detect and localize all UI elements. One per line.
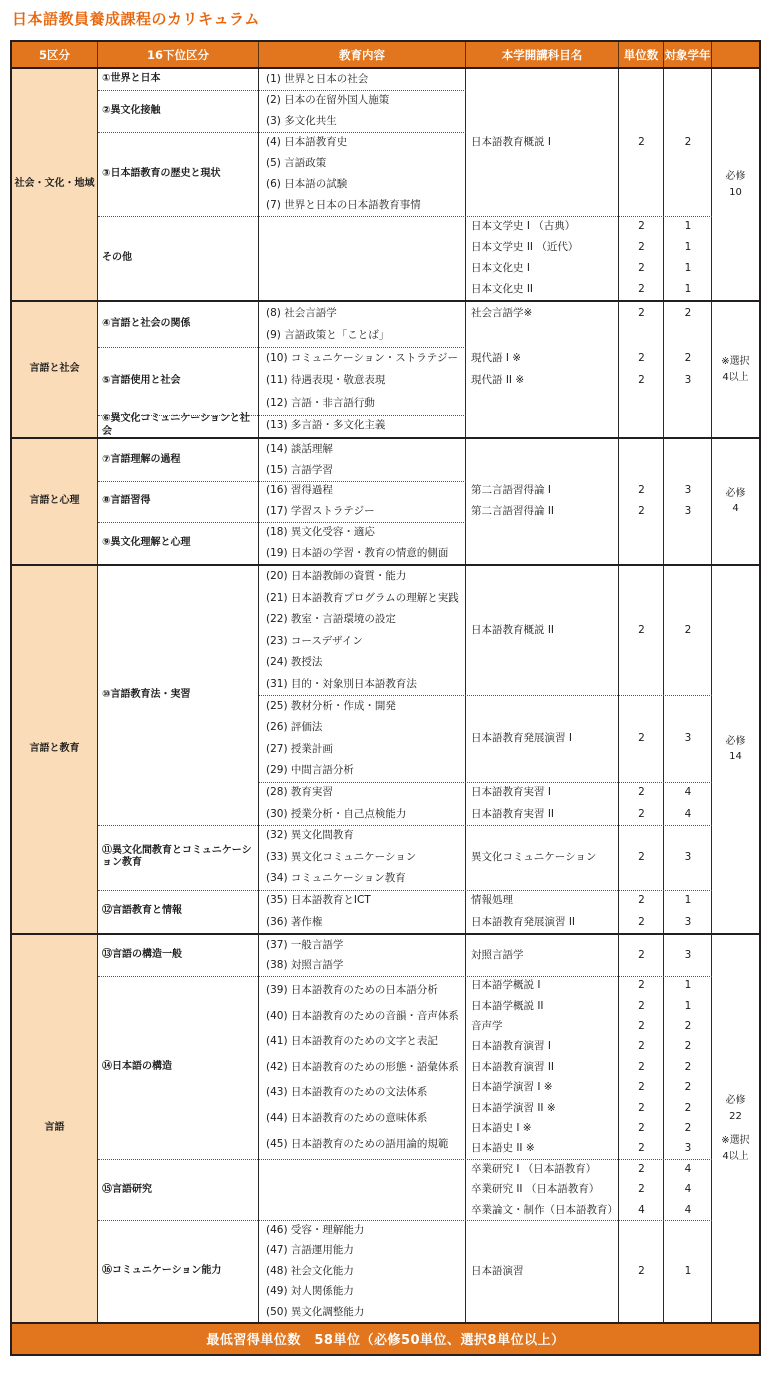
divider-line [98, 481, 466, 482]
course-name-cell: 音声学 [471, 1020, 503, 1033]
grade-cell: 3 [684, 1142, 692, 1155]
section-1 [12, 69, 759, 300]
credits-cell: 2 [638, 261, 645, 274]
requirement-line: 4以上 [722, 1150, 749, 1162]
content-item: (33) 異文化コミュニケーション [266, 850, 417, 863]
content-item: (50) 異文化調整能力 [266, 1305, 365, 1318]
column-header-grade: 対象学年 [664, 42, 712, 67]
requirement-line: 22 [729, 1110, 742, 1122]
grade-cell: 1 [684, 282, 692, 295]
requirement-line: 必修 [725, 487, 746, 499]
grade-cell: 2 [684, 1122, 692, 1135]
credits-cell: 2 [638, 1040, 645, 1053]
grade-cell: 2 [684, 135, 692, 148]
credits-cell: 2 [638, 1142, 645, 1155]
curriculum-table [10, 40, 761, 1356]
subcategory-cell: ⑬言語の構造一般 [102, 949, 182, 961]
table-body [12, 69, 759, 1322]
course-name-cell: 異文化コミュニケーション [471, 850, 597, 863]
course-name-cell: 日本語史 I ※ [471, 1122, 532, 1135]
table-header-row [12, 42, 759, 69]
requirement-line: 必修 [725, 171, 746, 182]
content-item: (10) コミュニケーション・ストラテジー [266, 351, 459, 364]
course-name-cell: 日本語教育演習 I [471, 1040, 551, 1053]
column-header-requirement [712, 42, 759, 67]
subcategory-cell: ⑮言語研究 [102, 1183, 152, 1195]
course-name-cell: 日本文化史 II [471, 282, 534, 295]
content-item: (14) 談話理解 [266, 442, 333, 455]
content-line: (39) 日本語教育のための日本語分析 [266, 983, 438, 996]
column-header-content: 教育内容 [259, 42, 466, 67]
content-item: (32) 異文化間教育 [266, 829, 354, 842]
content-item: (48) 社会文化能力 [266, 1264, 354, 1277]
grade-cell: 1 [684, 979, 692, 992]
requirement-cell [712, 439, 759, 564]
course-name-cell: 日本語教育実習 II [471, 807, 555, 820]
credits-cell: 2 [638, 624, 645, 636]
category-cell: 言語 [12, 935, 98, 1322]
column-header-course: 本学開講科目名 [466, 42, 619, 67]
content-item: (19) 日本語の学習・教育の情意的側面 [266, 546, 449, 559]
credits-cell: 4 [638, 1203, 645, 1216]
course-name-cell: 第二言語習得論 II [471, 505, 555, 518]
divider-line [98, 1159, 712, 1160]
subcategory-cell: ①世界と日本 [102, 73, 161, 85]
column-header-credits: 単位数 [619, 42, 664, 67]
credits-cell: 2 [638, 1122, 645, 1135]
grade-cell: 3 [684, 915, 692, 928]
content-item: (18) 異文化受容・適応 [266, 526, 375, 539]
grade-cell: 2 [684, 1101, 692, 1114]
grade-cell: 2 [684, 351, 692, 364]
category-cell: 言語と教育 [12, 566, 98, 933]
credits-cell: 2 [638, 1020, 645, 1033]
category-cell: 言語と心理 [12, 439, 98, 564]
content-line: (41) 日本語教育のための文字と表記 [266, 1035, 438, 1048]
credits-cell: 2 [638, 979, 645, 992]
section-4 [12, 564, 759, 933]
credits-cell: 2 [638, 807, 645, 820]
course-name-cell: 日本語教育概説 II [471, 624, 555, 636]
course-name-cell: 日本語教育実習 I [471, 785, 551, 798]
section-3 [12, 437, 759, 564]
course-name-cell: 日本語学概説 II [471, 999, 544, 1012]
grade-cell: 3 [684, 948, 692, 961]
divider-line [98, 347, 466, 348]
course-name-cell: 日本語学演習 I ※ [471, 1081, 553, 1094]
requirement-line: 10 [729, 186, 742, 198]
subcategory-cell: ⑯コミュニケーション能力 [102, 1265, 222, 1277]
credits-cell: 2 [638, 374, 645, 387]
grade-cell: 1 [684, 240, 692, 253]
subcategory-cell: ⑨異文化理解と心理 [102, 536, 191, 548]
content-line: (45) 日本語教育のための語用論的規範 [266, 1137, 449, 1150]
grade-cell: 2 [684, 624, 692, 636]
requirement-cell [712, 302, 759, 437]
content-item: (35) 日本語教育とICT [266, 893, 371, 906]
divider-line [98, 890, 712, 891]
content-item: (7) 世界と日本の日本語教育事情 [266, 198, 421, 211]
requirement-cell [712, 566, 759, 933]
content-item: (5) 言語政策 [266, 156, 327, 169]
course-name-cell: 第二言語習得論 I [471, 484, 551, 497]
content-item: (13) 多言語・多文化主義 [266, 419, 386, 432]
grade-cell: 4 [684, 785, 692, 798]
content-item: (11) 待遇表現・敬意表現 [266, 374, 386, 387]
credits-cell: 2 [638, 948, 645, 961]
content-item: (29) 中間言語分析 [266, 764, 354, 777]
divider-line [98, 976, 712, 977]
content-item: (9) 言語政策と「ことば」 [266, 329, 390, 342]
content-item [259, 976, 466, 1160]
page-title: 日本語教員養成課程のカリキュラム [12, 10, 260, 28]
subcategory-cell: ⑭日本語の構造 [102, 1061, 172, 1073]
subcategory-cell: ⑩言語教育法・実習 [102, 689, 191, 701]
credits-cell: 2 [638, 1183, 645, 1196]
subcategory-cell: ⑦言語理解の過程 [102, 453, 181, 465]
credits-cell: 2 [638, 915, 645, 928]
course-name-cell: 日本文学史 II （近代） [471, 240, 579, 253]
grade-cell: 4 [684, 1183, 692, 1196]
requirement-line: 必修 [725, 1095, 746, 1107]
content-item: (16) 習得過程 [266, 484, 333, 497]
content-item: (23) コースデザイン [266, 634, 363, 647]
content-item: (49) 対人関係能力 [266, 1285, 354, 1298]
grade-cell: 2 [684, 1060, 692, 1073]
content-item: (31) 目的・対象別日本語教育法 [266, 677, 417, 690]
credits-cell: 2 [638, 484, 645, 497]
grade-cell: 1 [684, 999, 692, 1012]
divider-line [259, 695, 712, 696]
credits-cell: 2 [638, 240, 645, 253]
content-item: (38) 対照言語学 [266, 958, 344, 971]
grade-cell: 2 [684, 1081, 692, 1094]
course-name-cell: 日本文学史 I （古典） [471, 219, 576, 232]
content-item: (8) 社会言語学 [266, 306, 337, 319]
requirement-cell [712, 935, 759, 1322]
divider-line [98, 1220, 712, 1221]
content-item: (2) 日本の在留外国人施策 [266, 93, 390, 106]
credits-cell: 2 [638, 893, 645, 906]
content-item: (22) 教室・言語環境の設定 [266, 613, 396, 626]
credits-cell: 2 [638, 1060, 645, 1073]
course-name-cell: 日本語教育発展演習 I [471, 731, 572, 744]
credits-cell: 2 [638, 850, 645, 863]
content-line: (43) 日本語教育のための文法体系 [266, 1086, 428, 1099]
credits-cell: 2 [638, 731, 645, 744]
course-name-cell: 日本語演習 [471, 1264, 524, 1277]
course-name-cell: 卒業研究 I （日本語教育） [471, 1162, 597, 1175]
grade-cell: 2 [684, 1040, 692, 1053]
course-name-cell: 日本語教育発展演習 II [471, 915, 576, 928]
subcategory-cell: ②異文化接触 [102, 104, 161, 116]
content-item: (47) 言語運用能力 [266, 1244, 354, 1257]
content-item: (3) 多文化共生 [266, 114, 337, 127]
grade-cell: 3 [684, 505, 692, 518]
content-item: (17) 学習ストラテジー [266, 505, 375, 518]
requirement-line: 4 [732, 503, 739, 515]
credits-cell: 2 [638, 135, 645, 148]
content-item: (27) 授業計画 [266, 742, 333, 755]
category-cell: 社会・文化・地域 [12, 69, 98, 300]
content-item: (34) コミュニケーション教育 [266, 872, 406, 885]
credits-cell: 2 [638, 282, 645, 295]
subcategory-cell: ⑫言語教育と情報 [102, 905, 182, 917]
content-item: (1) 世界と日本の社会 [266, 72, 369, 85]
course-name-cell: 日本語学概説 I [471, 979, 541, 992]
course-name-cell: 現代語 II ※ [471, 374, 525, 387]
requirement-line: ※選択 [721, 1135, 750, 1147]
course-name-cell: 日本語教育概説 I [471, 135, 551, 148]
subcategory-cell: ⑪異文化間教育とコミュニケーション教育 [102, 844, 252, 869]
grade-cell: 3 [684, 374, 692, 387]
divider-line [98, 216, 712, 217]
grade-cell: 1 [684, 1264, 692, 1277]
column-header-subcategory: 16下位区分 [98, 42, 259, 67]
credits-cell: 2 [638, 1162, 645, 1175]
content-line: (42) 日本語教育のための形態・語彙体系 [266, 1060, 459, 1073]
course-name-cell: 現代語 I ※ [471, 351, 522, 364]
category-cell: 言語と社会 [12, 302, 98, 437]
divider-line [259, 782, 712, 783]
grade-cell: 1 [684, 219, 692, 232]
credits-cell: 2 [638, 351, 645, 364]
grade-cell: 2 [684, 1020, 692, 1033]
content-item: (24) 教授法 [266, 656, 323, 669]
credits-cell: 2 [638, 1081, 645, 1094]
content-item: (12) 言語・非言語行動 [266, 396, 375, 409]
subcategory-cell: ⑧言語習得 [102, 495, 151, 507]
content-item: (21) 日本語教育プログラムの理解と実践 [266, 591, 459, 604]
credits-cell: 2 [638, 306, 645, 319]
grade-cell: 3 [684, 484, 692, 497]
content-item: (30) 授業分析・自己点検能力 [266, 807, 407, 820]
credits-cell: 2 [638, 999, 645, 1012]
requirement-line: 14 [729, 751, 742, 763]
requirement-cell [712, 69, 759, 300]
content-line: (44) 日本語教育のための意味体系 [266, 1112, 428, 1125]
credits-cell: 2 [638, 1264, 645, 1277]
credits-cell: 2 [638, 219, 645, 232]
grade-cell: 3 [684, 731, 692, 744]
requirement-line: 4以上 [722, 371, 749, 383]
column-header-category: 5区分 [12, 42, 98, 67]
grade-cell: 1 [684, 261, 692, 274]
course-name-cell: 対照言語学 [471, 948, 524, 961]
course-name-cell: 日本語史 II ※ [471, 1142, 535, 1155]
divider-line [98, 522, 466, 523]
content-item: (36) 著作権 [266, 915, 323, 928]
divider-line [98, 415, 466, 416]
divider-line [98, 825, 712, 826]
content-item: (26) 評価法 [266, 721, 323, 734]
course-name-cell: 卒業研究 II （日本語教育） [471, 1183, 600, 1196]
content-item: (28) 教育実習 [266, 785, 333, 798]
content-item: (46) 受容・理解能力 [266, 1223, 365, 1236]
divider-line [98, 132, 466, 133]
content-item: (6) 日本語の試験 [266, 177, 348, 190]
section-5 [12, 933, 759, 1322]
subcategory-cell: ⑤言語使用と社会 [102, 374, 181, 386]
grade-cell: 3 [684, 850, 692, 863]
credits-cell: 2 [638, 1101, 645, 1114]
credits-cell: 2 [638, 505, 645, 518]
grade-cell: 1 [684, 893, 692, 906]
content-item: (15) 言語学習 [266, 463, 333, 476]
requirement-line: ※選択 [721, 356, 750, 367]
course-name-cell: 情報処理 [471, 893, 513, 906]
course-name-cell: 日本語学演習 II ※ [471, 1101, 556, 1114]
grade-cell: 2 [684, 306, 692, 319]
subcategory-cell: ④言語と社会の関係 [102, 318, 191, 330]
course-name-cell: 日本語教育演習 II [471, 1060, 555, 1073]
content-line: (40) 日本語教育のための音韻・音声体系 [266, 1009, 459, 1022]
content-item: (37) 一般言語学 [266, 938, 344, 951]
section-2 [12, 300, 759, 437]
course-name-cell: 日本文化史 I [471, 261, 530, 274]
requirement-line: 必修 [725, 735, 746, 747]
grade-cell: 4 [684, 1203, 692, 1216]
divider-line [98, 90, 466, 91]
course-name-cell: 卒業論文・制作（日本語教育） [471, 1203, 618, 1216]
content-item: (20) 日本語教師の資質・能力 [266, 570, 407, 583]
grade-cell: 4 [684, 1162, 692, 1175]
subcategory-cell: ⑥異文化コミュニケーションと社会 [102, 413, 250, 437]
subcategory-cell: ③日本語教育の歴史と現状 [102, 167, 221, 179]
content-item: (25) 教材分析・作成・開発 [266, 699, 396, 712]
course-name-cell: 社会言語学※ [471, 306, 533, 319]
subcategory-cell: その他 [102, 251, 132, 263]
grade-cell: 4 [684, 807, 692, 820]
table-footer: 最低習得単位数 58単位（必修50単位、選択8単位以上） [12, 1322, 759, 1354]
content-item: (4) 日本語教育史 [266, 135, 348, 148]
credits-cell: 2 [638, 785, 645, 798]
